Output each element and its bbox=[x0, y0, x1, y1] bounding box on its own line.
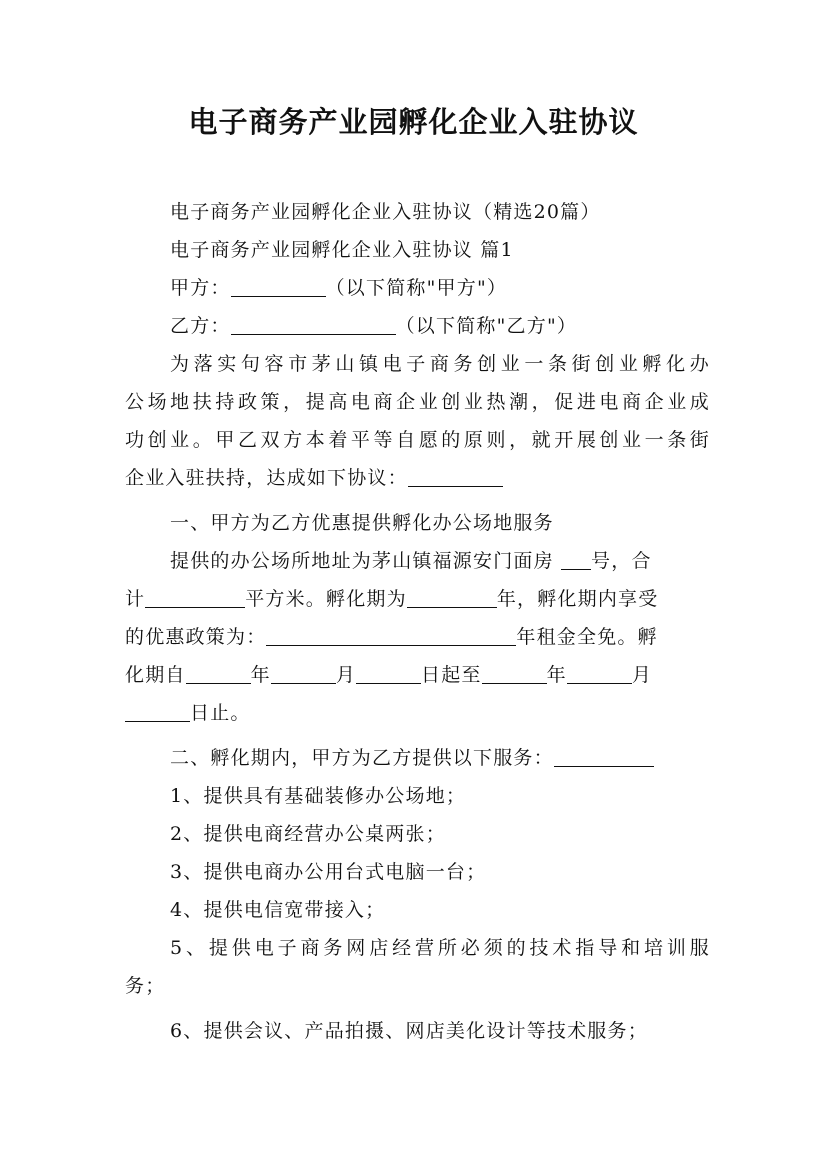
from-year-blank bbox=[186, 663, 251, 684]
intro-line-4-text: 企业入驻扶持，达成如下协议： bbox=[125, 467, 408, 489]
party-a-line bbox=[170, 274, 710, 302]
year-label: 年 bbox=[250, 664, 271, 686]
intro-line-2: 公场地扶持政策，提高电商企业创业热潮，促进电商企业成 bbox=[125, 391, 710, 413]
party-a-blank bbox=[231, 276, 326, 297]
month-label: 月 bbox=[335, 664, 357, 686]
policy-intro: 年，孵化期内享受 bbox=[496, 588, 659, 610]
period-blank bbox=[407, 587, 497, 608]
clause2-heading: 二、孵化期内，甲方为乙方提供以下服务： bbox=[170, 747, 554, 769]
section-title: 电子商务产业园孵化企业入驻协议 篇1 bbox=[170, 239, 514, 261]
clause1-line-5 bbox=[125, 699, 710, 727]
party-a-note: （以下简称"甲方"） bbox=[325, 277, 508, 299]
to-day-blank bbox=[125, 701, 190, 722]
to-month-blank bbox=[567, 663, 632, 684]
policy-blank bbox=[266, 625, 516, 646]
service-item: 4、提供电信宽带接入； bbox=[170, 899, 386, 921]
intro-line-1: 为落实句容市茅山镇电子商务创业一条街创业孵化办 bbox=[170, 353, 710, 375]
clause1-line-1 bbox=[170, 547, 710, 575]
incubation-period-label: 平方米。孵化期为 bbox=[245, 588, 407, 610]
policy-label: 的优惠政策为： bbox=[125, 626, 267, 648]
period-to-label: 日起至 bbox=[421, 664, 482, 686]
document-subtitle: 电子商务产业园孵化企业入驻协议（精选20篇） bbox=[170, 201, 601, 223]
clause2-heading-line bbox=[170, 744, 710, 772]
from-month-blank bbox=[271, 663, 336, 684]
period-end-label: 日止。 bbox=[190, 702, 251, 724]
intro-line-3: 功创业。甲乙双方本着平等自愿的原则，就开展创业一条街 bbox=[125, 429, 710, 451]
party-b-note: （以下简称"乙方"） bbox=[395, 315, 578, 337]
address-text-end: 号，合 bbox=[591, 550, 652, 572]
service-item: 6、提供会议、产品拍摄、网店美化设计等技术服务； bbox=[170, 1020, 648, 1042]
from-day-blank bbox=[356, 663, 421, 684]
service-item: 1、提供具有基础装修办公场地； bbox=[170, 785, 467, 807]
year-label-2: 年 bbox=[546, 664, 567, 686]
party-b-line bbox=[170, 312, 710, 340]
party-b-blank bbox=[231, 314, 396, 335]
party-a-label: 甲方： bbox=[170, 277, 231, 299]
area-label: 计 bbox=[125, 588, 146, 610]
intro-line-4 bbox=[125, 464, 710, 492]
to-year-blank bbox=[482, 663, 547, 684]
service-item-continuation: 务； bbox=[125, 975, 166, 997]
clause1-line-3 bbox=[125, 623, 710, 651]
rent-free-text: 年租金全免。孵 bbox=[516, 626, 658, 648]
service-item: 5、提供电子商务网店经营所必须的技术指导和培训服 bbox=[170, 937, 710, 959]
intro-blank bbox=[408, 466, 503, 487]
period-from-label: 化期自 bbox=[125, 664, 186, 686]
document-title: 电子商务产业园孵化企业入驻协议 bbox=[188, 105, 639, 139]
clause1-heading: 一、甲方为乙方优惠提供孵化办公场地服务 bbox=[170, 512, 554, 534]
service-item: 2、提供电商经营办公桌两张； bbox=[170, 823, 446, 845]
service-item: 3、提供电商办公用台式电脑一台； bbox=[170, 861, 487, 883]
room-number-blank bbox=[561, 549, 591, 570]
party-b-label: 乙方： bbox=[170, 315, 231, 337]
clause1-line-4 bbox=[125, 661, 710, 689]
clause2-blank bbox=[554, 746, 654, 767]
month-label-2: 月 bbox=[631, 664, 653, 686]
address-text: 提供的办公场所地址为茅山镇福源安门面房 bbox=[170, 550, 562, 572]
area-blank bbox=[145, 587, 245, 608]
clause1-line-2 bbox=[125, 585, 710, 613]
